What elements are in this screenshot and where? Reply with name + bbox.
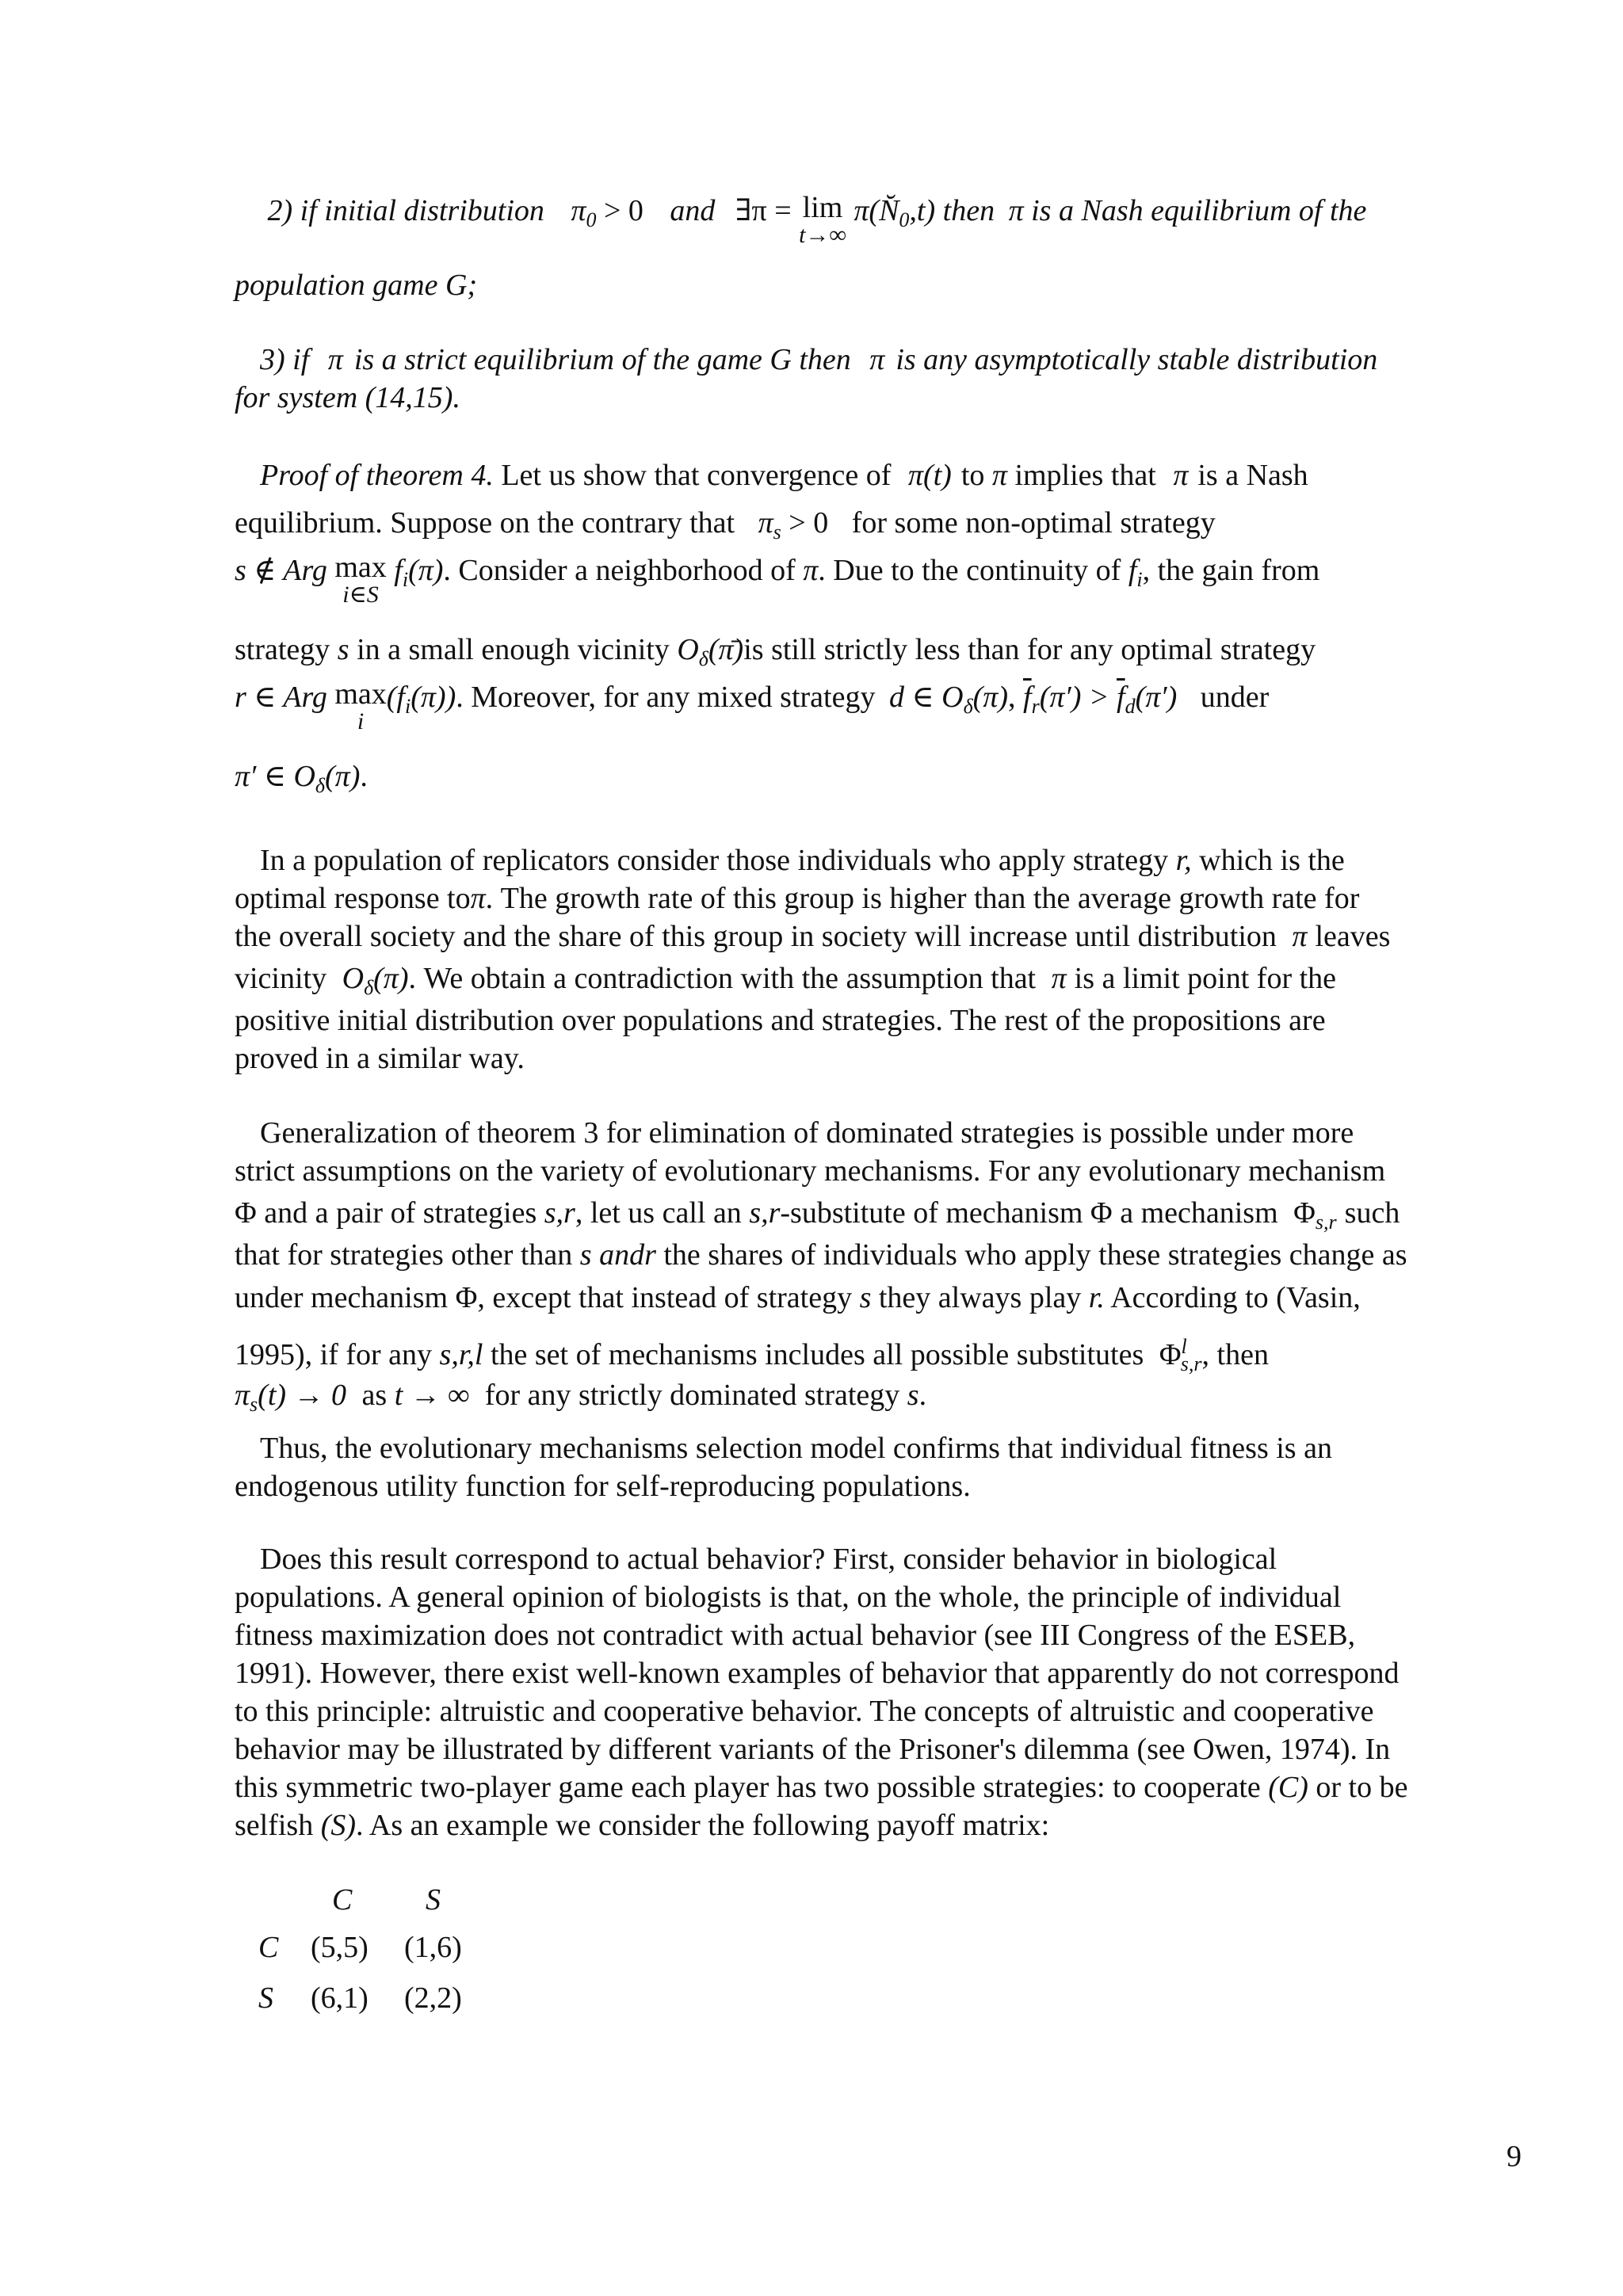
paragraph-generalization: Generalization of theorem 3 for elimination of dominated strategies is possible under more strict assumptions on the variety of evolutionary mechanisms. For any evolutionary mechanism Φ and a pair of strategies s,r, let us call an s,r-substitute of mechanism Φ a mechanism $\Phi_{s,r}$ such that for strategies other than s andr the shares of individuals who apply these strategies change as under mechanism Φ, except that instead of strategy s they always play r. According to (Vasin, 1995), if for any s,r,l the set of mechanisms includes all possible substitutes $\Phi^l_{s,r}$, then $\pi_s(t) \to 0$ as t → ∞ for any strictly dominated strategy s. (235, 1116, 1407, 1416)
proof-line-4: strategy s in a small enough vicinity $O_\delta(\pī)is$ still strictly less than for any optimal strategy (235, 633, 1316, 670)
item-3-line-2: for system (14,15). (235, 381, 460, 414)
matrix-cell: (2,2) (404, 1981, 462, 2015)
matrix-col-header: C (332, 1883, 353, 1917)
item-3-line-1: 3) if π is a strict equilibrium of the game G then π is any asymptotically stable distribution (260, 343, 1378, 376)
proof-line-2: equilibrium. Suppose on the contrary that $\pi_s > 0$ for some non-optimal strategy (235, 506, 1216, 543)
paragraph-thus: Thus, the evolutionary mechanisms selection model confirms that individual fitness is an endogenous utility function for self-reproducing populations. (235, 1432, 1332, 1503)
proof-line-5: r ∈ Arg max i $(f_i(\pi))$. Moreover, for any mixed strategy d ∈ $O_\delta(\pi)$, $\overline{f}_r(\pi') > \overline{f}_d(\pi')$ under (235, 677, 1270, 734)
matrix-col-header: S (426, 1883, 441, 1917)
item-2-line-2: population game G; (235, 269, 478, 302)
paragraph-does: Does this result correspond to actual behavior? First, consider behavior in biological populations. A general opinion of biologists is that, on the whole, the principle of individual fitness maximization does not contradict with actual behavior (see III Congress of the ESEB, 1991). However, there exist well-known examples of behavior that apparently do not correspond to this principle: altruistic and cooperative behavior. The concepts of altruistic and cooperative behavior may be illustrated by different variants of the Prisoner's dilemma (see Owen, 1974). In this symmetric two-player game each player has two possible strategies: to cooperate (C) or to be selfish (S). As an example we consider the following payoff matrix: (235, 1543, 1408, 1842)
lim-operator: lim t→∞ (799, 191, 846, 248)
proof-line-6: π′ ∈ $O_\delta(\pi)$. (235, 760, 368, 797)
paragraph-replicators: In a population of replicators consider those individuals who apply strategy r, which is the optimal response toπ. The growth rate of this group is higher than the average growth rate for the overall society and the share of this group in society will increase until distribution π leaves vicinity $O_\delta(\pi)$. We obtain a contradiction with the assumption that π is a limit point for the positive initial distribution over populations and strategies. The rest of the propositions are proved in a similar way. (235, 844, 1391, 1075)
matrix-row-label: S (258, 1981, 273, 2015)
item-2-line-1: 2) if initial distribution $\pi_0 > 0$ and ∃π = lim t→∞ $\pi(N̆_0,t)$ then π is a Nash equilibrium of the (267, 191, 1367, 248)
proof-line-3: s ∉ Arg max i∈S $f_i(\pi)$. Consider a neighborhood of π. Due to the continuity of $f_i$, the gain from (235, 551, 1320, 608)
matrix-row-label: C (258, 1931, 279, 1964)
matrix-cell: (1,6) (404, 1931, 462, 1964)
proof-line-1: Proof of theorem 4. Let us show that convergence of π(t) to π implies that π is a Nash (260, 459, 1308, 492)
page-number: 9 (1507, 2140, 1522, 2173)
matrix-cell: (5,5) (311, 1931, 369, 1964)
matrix-cell: (6,1) (311, 1981, 369, 2015)
